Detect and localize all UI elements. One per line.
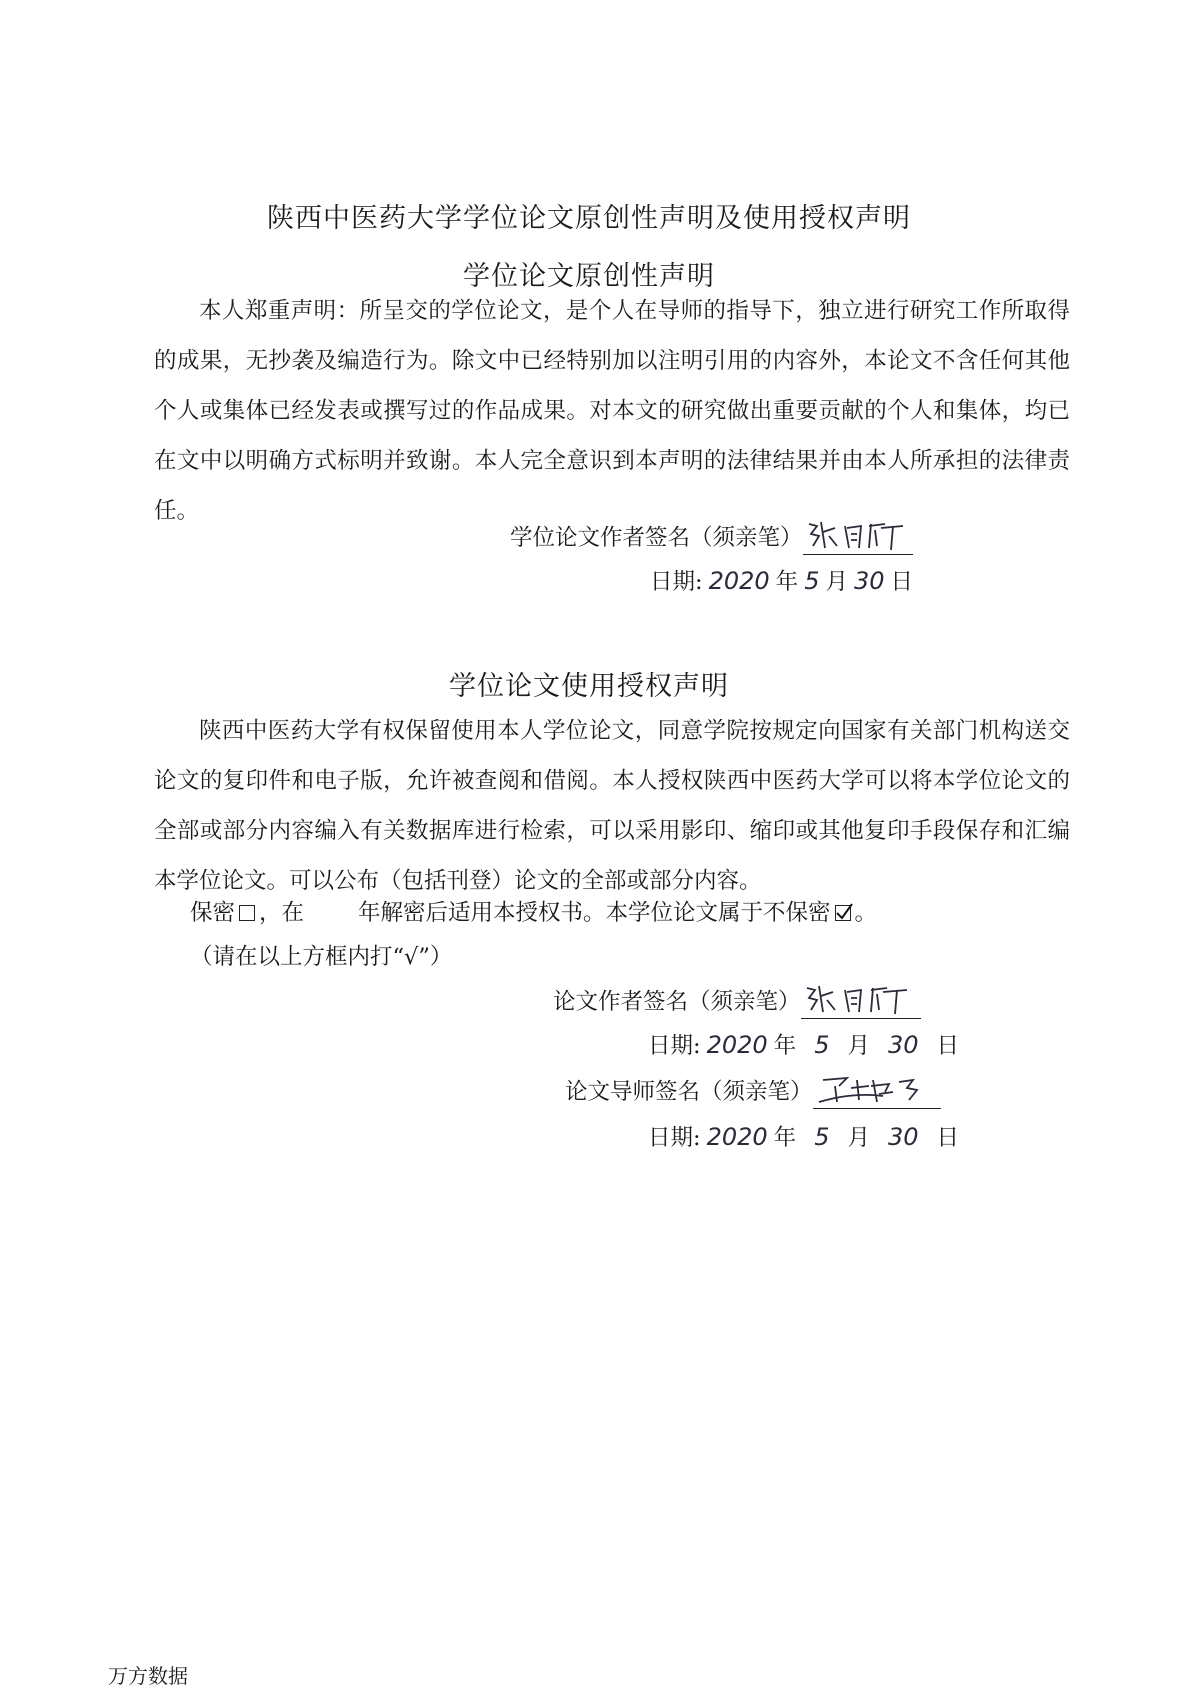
confidentiality-line: [190, 896, 877, 930]
section1-paragraph: 本人郑重声明：所呈交的学位论文，是个人在导师的指导下，独立进行研究工作所取得的成果，无抄袭及编造行为。除文中已经特别加以注明引用的内容外，本论文不含任何其他个人或集体已经发表或撰写过的作品成果。对本文的研究做出重要贡献的个人和集体，均已在文中以明确方式标明并致谢。本人完全意识到本声明的法律结果并由本人所承担的法律责任。: [154, 298, 1070, 524]
section1-signature-line: [510, 520, 913, 555]
advisor-date-day: 30: [887, 1123, 919, 1151]
secret-rest: 年解密后适用本授权书。本学位论文属于不保密: [358, 900, 831, 926]
author-date-year: 2020: [706, 1031, 768, 1059]
month-char: 月: [825, 569, 848, 595]
author-date-label: 日期:: [648, 1033, 701, 1059]
advisor-handwritten-signature: [813, 1074, 941, 1109]
handwritten-signature: [803, 520, 913, 555]
author-date-month: 5: [814, 1031, 830, 1059]
advisor-signature-label: 论文导师签名（须亲笔）: [565, 1079, 813, 1105]
secret-prefix: 保密: [190, 900, 236, 926]
advisor-day-char: 日: [936, 1125, 960, 1151]
author-signature-line: [553, 984, 921, 1019]
date-day: 30: [853, 567, 885, 595]
confidential-checkbox[interactable]: [239, 905, 255, 921]
advisor-date-year: 2020: [706, 1123, 768, 1151]
author-month-char: 月: [847, 1033, 870, 1059]
advisor-month-char: 月: [847, 1125, 870, 1151]
section1-date-line: [650, 564, 913, 599]
author-date-day: 30: [887, 1031, 919, 1059]
advisor-date-month: 5: [814, 1123, 830, 1151]
author-signature-label: 论文作者签名（须亲笔）: [553, 989, 801, 1015]
day-char: 日: [890, 569, 914, 595]
secret-end: 。: [854, 900, 878, 926]
section2-paragraph: 陕西中医药大学有权保留使用本人学位论文，同意学院按规定向国家有关部门机构送交论文的复印件和电子版，允许被查阅和借阅。本人授权陕西中医药大学可以将本学位论文的全部或部分内容编入有关数据库进行检索，可以采用影印、缩印或其他复印手段保存和汇编本学位论文。可以公布（包括刊登）论文的全部或部分内容。: [154, 718, 1070, 894]
author-year-char: 年: [773, 1033, 797, 1059]
footer-watermark: 万方数据: [108, 1664, 188, 1688]
document-title: 陕西中医药大学学位论文原创性声明及使用授权声明: [267, 203, 911, 234]
advisor-year-char: 年: [773, 1125, 797, 1151]
date-month: 5: [804, 567, 820, 595]
not-confidential-checkbox[interactable]: [835, 905, 851, 921]
advisor-date-line: [648, 1120, 959, 1155]
secret-middle: ，在: [259, 900, 305, 926]
signature-label: 学位论文作者签名（须亲笔）: [510, 525, 803, 551]
section1-heading: 学位论文原创性声明: [463, 261, 715, 292]
advisor-signature-line: [565, 1074, 941, 1109]
section2-body: [154, 706, 1070, 906]
checkbox-hint: （请在以上方框内打“√”）: [190, 944, 453, 970]
section1-body: [154, 286, 1070, 536]
year-char: 年: [775, 569, 799, 595]
date-label: 日期:: [650, 569, 703, 595]
author-handwritten-signature: [801, 984, 921, 1019]
date-year: 2020: [708, 567, 770, 595]
author-date-line: [648, 1028, 959, 1063]
section2-heading: 学位论文使用授权声明: [449, 671, 729, 702]
advisor-date-label: 日期:: [648, 1125, 701, 1151]
author-day-char: 日: [936, 1033, 960, 1059]
